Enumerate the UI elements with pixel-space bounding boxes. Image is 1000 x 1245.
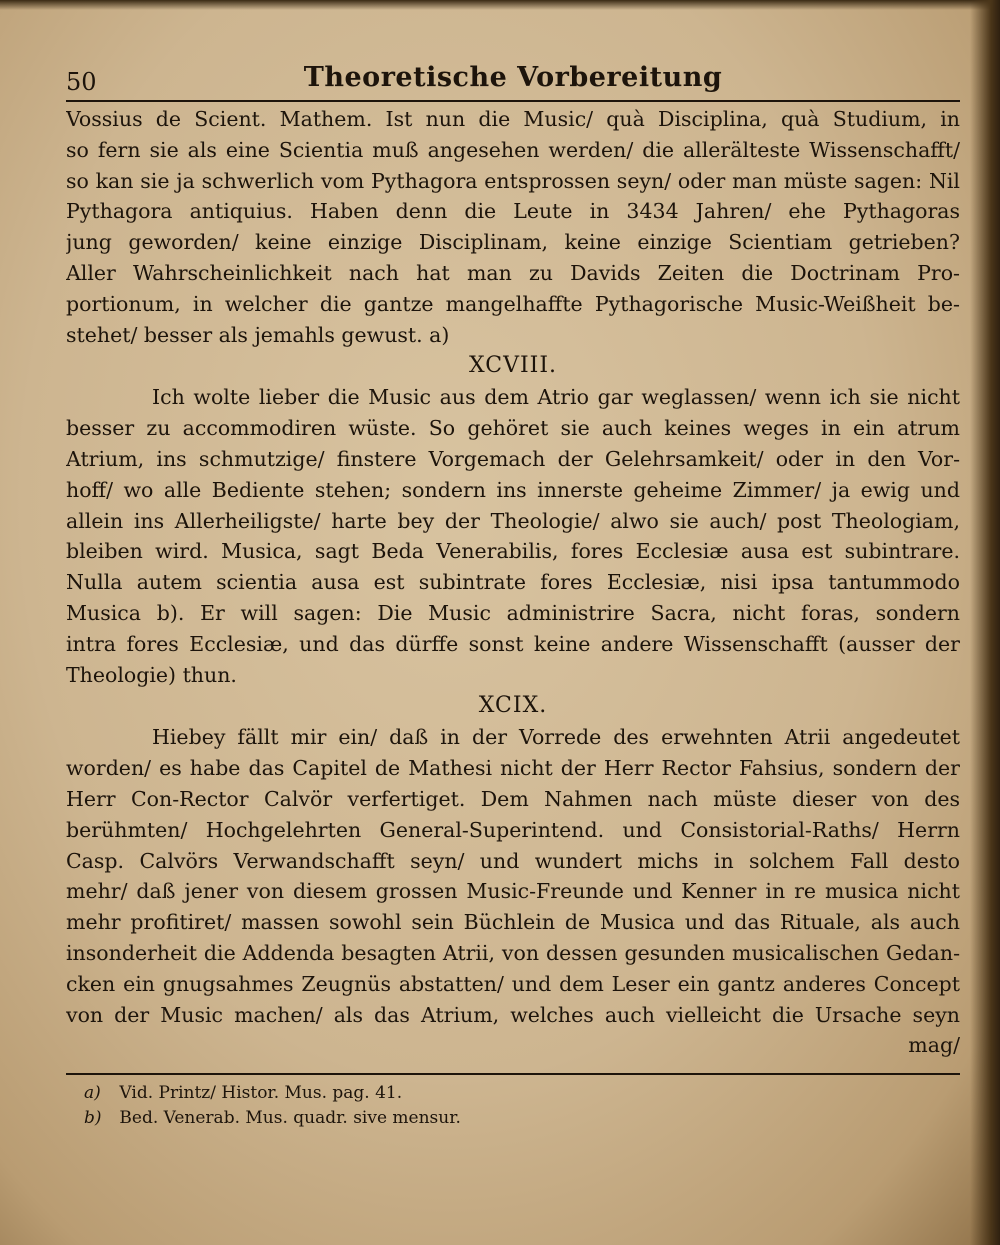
section-number-xcix: XCIX. [478,693,548,719]
text-line: Nulla autem scientia ausa est subintrate fores Ecclesiæ, nisi ipsa tantummodo [66,570,960,595]
text-line: bleiben wird. Musica, sagt Beda Venerabilis, fores Ecclesiæ ausa est subintrare. [66,539,960,564]
text-line: Aller Wahrscheinlichkeit nach hat man zu Davids Zeiten die Doctrinam Pro- [66,260,960,285]
section-number-xcviii: XCVIII. [468,353,558,379]
text-line: Hiebey fällt mir ein/ daß in der Vorrede des erwehnten Atrii angedeutet [152,725,960,750]
text-line: besser zu accommodiren wüste. So gehöret sie auch keines weges in ein atrum [66,416,960,441]
text-line: Pythagora antiquius. Haben denn die Leute in 3434 Jahren/ ehe Pythagoras [66,199,960,224]
text-line: worden/ es habe das Capitel de Mathesi nicht der Herr Rector Fahsius, sondern der [66,756,960,781]
footnote-mark: a) [84,1083,101,1104]
text-block [66,60,960,1131]
page-title: Theoretische Vorbereitung [303,62,723,93]
text-line: berühmten/ Hochgelehrten General-Superintend. und Consistorial-Raths/ Herrn [66,817,960,842]
footnote-mark: b) [84,1108,102,1129]
footnote-rule [66,1073,960,1075]
text-line: intra fores Ecclesiæ, und das dürffe sonst keine andere Wissenschafft (ausser der [66,631,960,656]
text-line: Musica b). Er will sagen: Die Music administrire Sacra, nicht foras, sondern [66,600,960,625]
footnote-text: Vid. Printz/ Histor. Mus. pag. 41. [119,1083,403,1104]
text-line: mehr/ daß jener von diesem grossen Music-Freunde und Kenner in re musica nicht [66,879,960,904]
text-line: Theologie) thun. [66,662,237,687]
text-line: Herr Con-Rector Calvör verfertiget. Dem Nahmen nach müste dieser von des [66,786,960,811]
text-line: Vossius de Scient. Mathem. Ist nun die Music/ quà Disciplina, quà Studium, in [66,107,960,131]
text-line: insonderheit die Addenda besagten Atrii, von dessen gesunden musicalischen Gedan- [66,940,960,965]
text-line: so kan sie ja schwerlich vom Pythagora entsprossen seyn/ oder man müste sagen: Nil [66,168,960,193]
paragraph-2 [66,382,960,690]
footnote-b [66,1106,960,1131]
text-line: hoff/ wo alle Bediente stehen; sondern ins innerste geheime Zimmer/ ja ewig und [66,477,960,502]
text-line: so fern sie als eine Scientia muß angesehen werden/ die allerälteste Wissenschafft/ [66,137,960,162]
footnote-text: Bed. Venerab. Mus. quadr. sive mensur. [119,1108,461,1129]
page-top-shadow [0,0,1000,10]
footnote-a [66,1081,960,1106]
catchword: mag/ [908,1033,960,1058]
text-line: Ich wolte lieber die Music aus dem Atrio gar weglassen/ wenn ich sie nicht [152,385,960,410]
running-head [66,60,960,100]
text-line: jung geworden/ keine einzige Disciplinam, keine einzige Scientiam getrieben? [66,230,960,255]
text-line: mehr profitiret/ massen sowohl sein Büchlein de Musica und das Rituale, als auch [66,910,960,935]
text-line: Casp. Calvörs Verwandschafft seyn/ und wundert michs in solchem Fall desto [66,848,960,873]
page-gutter-shadow [970,0,1000,1245]
text-line: portionum, in welcher die gantze mangelhaffte Pythagorische Music-Weißheit be- [66,291,960,316]
text-line: cken ein gnugsahmes Zeugnüs abstatten/ und dem Leser ein gantz anderes Concept [66,971,960,996]
text-line: von der Music machen/ als das Atrium, welches auch vielleicht die Ursache seyn [66,1002,960,1027]
paragraph-1 [66,104,960,350]
paragraph-3 [66,722,960,1061]
text-line: allein ins Allerheiligste/ harte bey der Theologie/ alwo sie auch/ post Theologiam, [66,508,960,533]
text-line: stehet/ besser als jemahls gewust. a) [66,322,450,347]
page-number: 50 [66,68,97,96]
text-line: Atrium, ins schmutzige/ finstere Vorgemach der Gelehrsamkeit/ oder in den Vor- [66,446,960,471]
header-rule [66,100,960,102]
